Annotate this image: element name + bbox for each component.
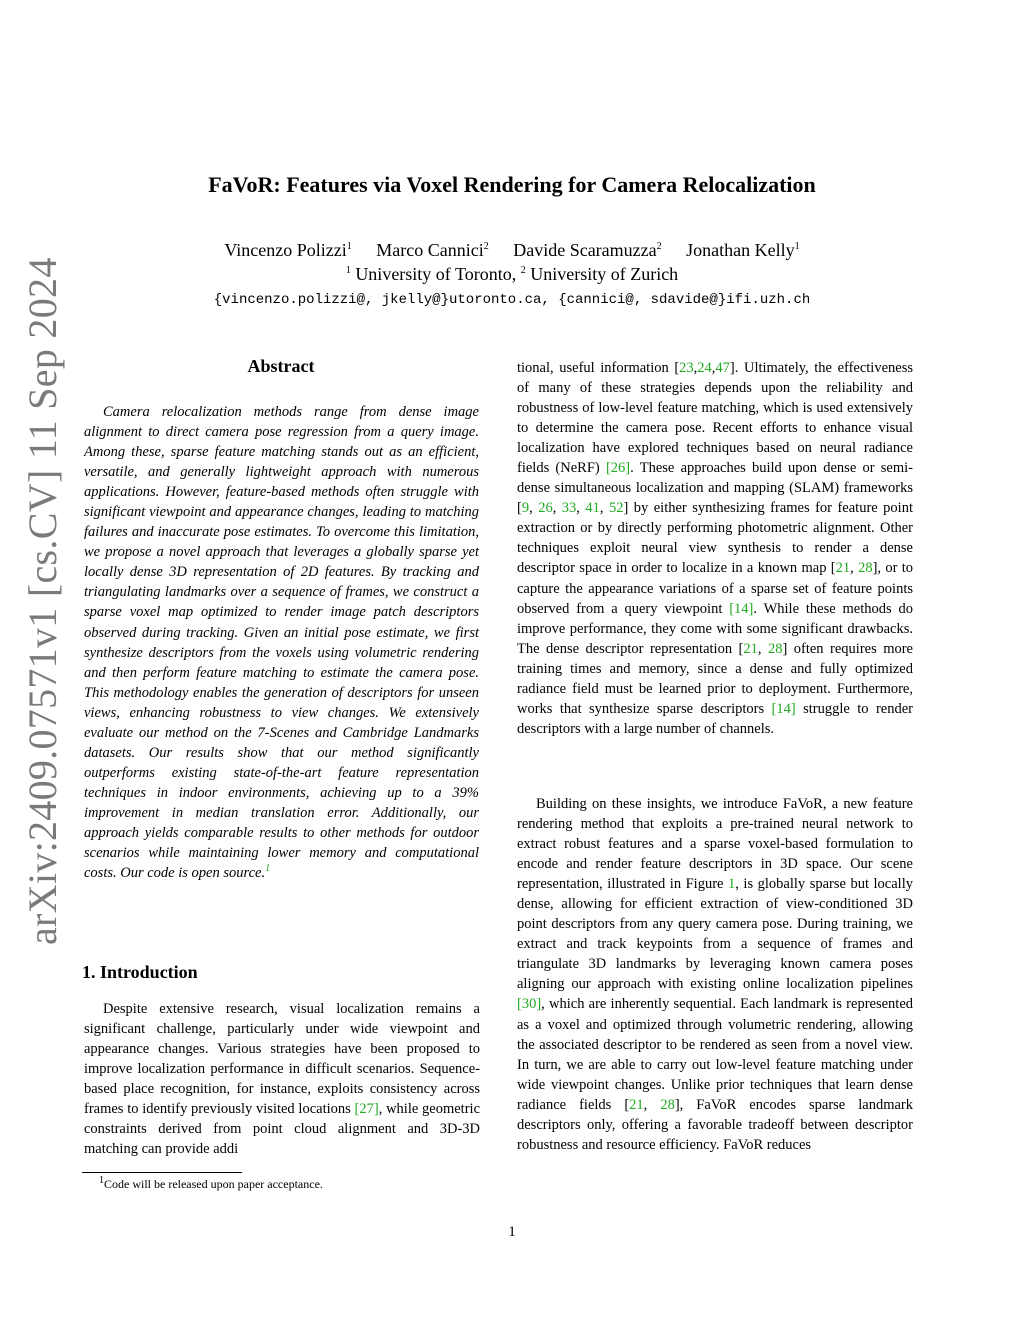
paper-title: FaVoR: Features via Voxel Rendering for Camera Relocalization [208,172,816,197]
citation[interactable]: [27] [354,1101,379,1118]
citation[interactable]: [14] [729,600,754,617]
introduction-paragraph-1-start: Despite extensive research, visual localization remains a significant challenge, particularly under wide viewpoint and appearance changes. Various strategies have been proposed to improve localization performance in difficult scenarios. Sequence-based place recognition, for instance, exploits consistency across frames to identify previously visited locations [27], while geometric constraints derived from point cloud alignment and 3D-3D matching can provide addi [84,1001,481,1158]
figure-ref[interactable]: 1 [728,876,736,893]
abstract-text: Camera relocalization methods range from dense image alignment to direct camera pose regression from a query image. Among these, sparse feature matching stands out as an efficient, versatile, and generally lightweight approach with numerous applications. However, feature-based methods often struggle with significant viewpoint and appearance changes, leading to matching failures and inaccurate pose estimates. To overcome this limitation, we propose a novel approach that leverages a globally sparse yet locally dense 3D representation of 2D features. By tracking and triangulating landmarks over a sequence of frames, we construct a sparse voxel map optimized to render image patch descriptors observed during tracking. Given an initial pose estimate, we first synthesize descriptors from the voxels using volumetric rendering and then perform feature matching to estimate the camera pose. This methodology enables the generation of descriptors for unseen views, enhancing robustness to view changes. We extensively evaluate our method on the 7-Scenes and Cambridge Landmarks datasets. Our results show that our method significantly outperforms existing state-of-the-art feature representation techniques in indoor environments, achieving up to a 39% improvement in median translation error. Additionally, our approach yields comparable results to other methods for outdoor scenarios while maintaining lower memory and computational costs. Our code is open source.$^1$ [84,404,479,882]
citation[interactable]: 52 [608,500,624,517]
citation[interactable]: 28 [858,560,873,577]
introduction-heading: 1. Introduction [82,962,198,982]
citation[interactable]: 33 [561,500,577,517]
citation[interactable]: 24 [697,360,712,376]
author-emails: {vincenzo.polizzi@, jkelly@}utoronto.ca, {cannici@, sdavide@}ifi.uzh.ch [213,292,811,308]
arxiv-identifier: arXiv:2409.07571v1 [cs.CV] 11 Sep 2024 [20,257,65,945]
author: Marco Cannici$^2$ [376,240,489,260]
citation[interactable]: 47 [715,360,730,376]
citation[interactable]: 21 [629,1096,644,1113]
author-list [0,240,1024,261]
citation[interactable]: 9 [521,500,530,517]
author: Davide Scaramuzza$^2$ [513,240,662,260]
page-number: 1 [508,1224,516,1240]
citation[interactable]: 23 [679,360,694,376]
author: Jonathan Kelly$^1$ [686,240,800,260]
footnote: $^1$Code will be released upon paper acceptance. [99,1175,323,1191]
abstract-heading: Abstract [247,356,315,376]
footnote-rule [82,1172,242,1173]
citation[interactable]: 41 [585,500,600,517]
citation[interactable]: 28 [660,1096,675,1113]
citation[interactable]: 26 [538,500,553,517]
author: Vincenzo Polizzi$^1$ [224,240,352,260]
citation[interactable]: [30] [517,996,542,1013]
footnote-mark[interactable]: 1 [265,863,271,875]
citation[interactable]: [14] [771,700,796,717]
citation[interactable]: 28 [767,640,783,657]
citation[interactable]: [26] [605,460,631,477]
affiliations: $^1$ University of Toronto, $^2$ University of Zurich [345,264,679,284]
introduction-paragraph-1-continued: tional, useful information [23,24,47]. Ultimately, the effectiveness of many of these strategies depends upon the reliability and robustness of low-level feature matching, which is used extensively to determine the camera pose. Recent efforts to enhance visual localization have explored techniques based on neural radiance fields (NeRF) [26]. These approaches build upon dense or semi-dense simultaneous localization and mapping (SLAM) frameworks [9, 26, 33, 41, 52] by either synthesizing frames for feature point extraction or by directly performing photometric alignment. Other techniques exploit neural view synthesis to render a dense descriptor space in order to localize in a known map [21, 28], or to capture the appearance variations of a sparse set of feature points observed from a query viewpoint [14]. While these methods do improve performance, they come with some significant drawbacks. The dense descriptor representation [21, 28] often requires more training times and memory, since a dense and fully optimized radiance field must be learned prior to deployment. Furthermore, works that synthesize sparse descriptors [14] struggle to render descriptors with a large number of channels. [517,360,914,737]
citation[interactable]: 21 [743,640,758,657]
introduction-paragraph-2: Building on these insights, we introduce FaVoR, a new feature rendering method that exploits a pre-trained neural network to extract robust features and a sparse voxel-based formulation to encode and render feature descriptors in 3D space. Our scene representation, illustrated in Figure 1, is globally sparse but locally dense, allowing for efficient extraction of view-conditioned 3D point descriptors from any query camera pose. During training, we extract and track keypoints from a sequence of frames and triangulate 3D landmarks by leveraging known camera poses aligning our approach with existing online localization pipelines [30], which are inherently sequential. Each landmark is represented as a voxel and optimized through volumetric rendering, allowing the associated descriptor to be rendered as seen from a novel view. In turn, we are able to carry out low-level feature matching under wide viewpoint changes. Unlike prior techniques that learn dense radiance fields [21, 28], FaVoR encodes sparse landmark descriptors only, offering a favorable tradeoff between descriptor robustness and resource efficiency. FaVoR reduces [517,796,914,1153]
citation[interactable]: 21 [835,560,851,577]
